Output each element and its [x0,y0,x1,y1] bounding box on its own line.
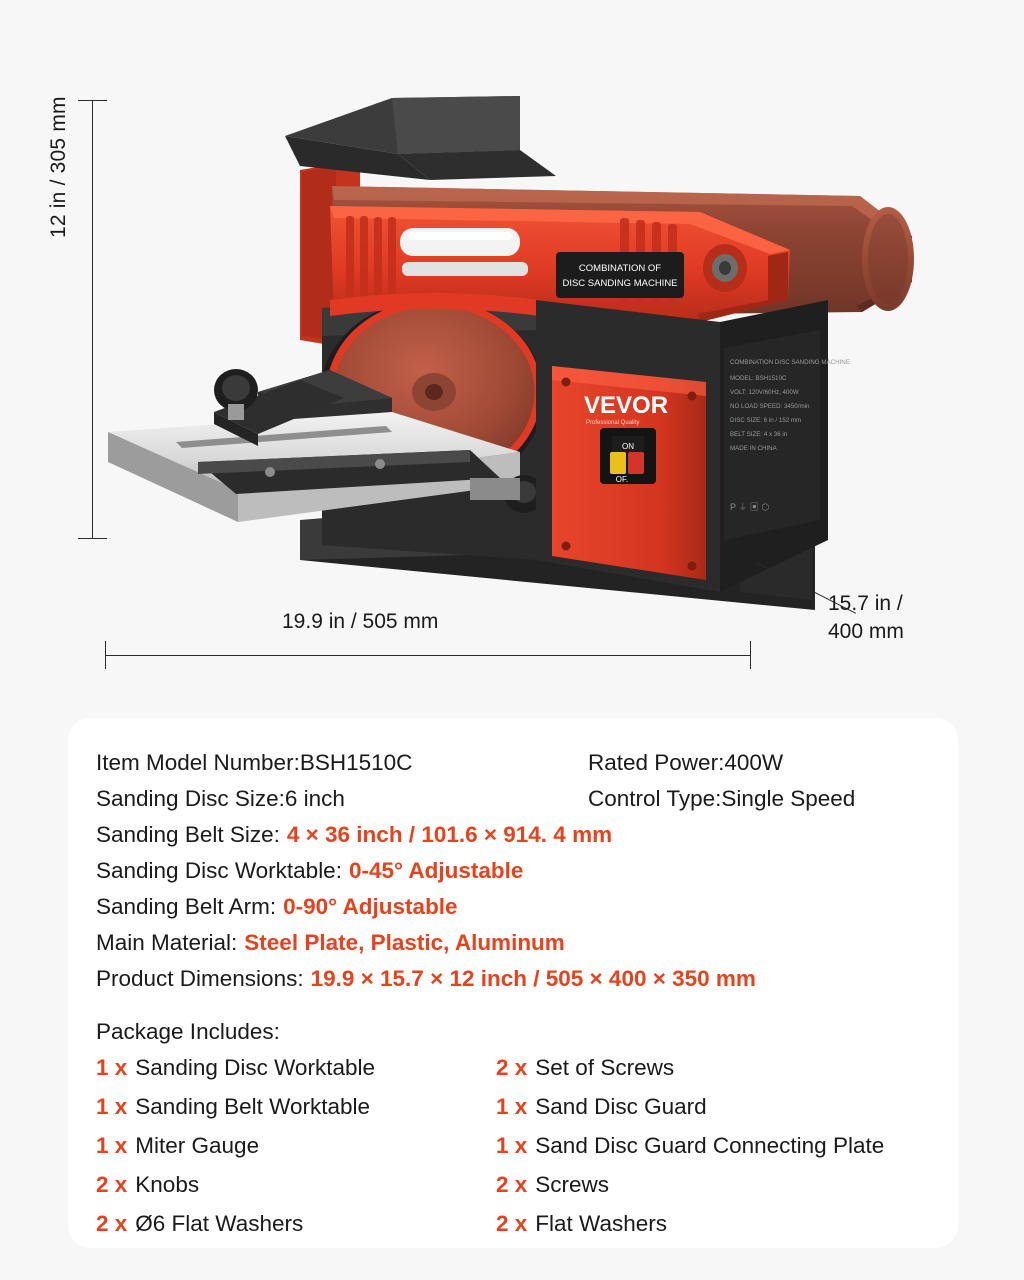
width-dimension-label: 19.9 in / 505 mm [282,610,439,633]
spec-value-main-material: Steel Plate, Plastic, Aluminum [244,930,565,955]
spec-value-belt-arm: 0-90° Adjustable [283,894,458,919]
spec-row-main-material [96,928,932,958]
package-item-name: Miter Gauge [135,1133,260,1158]
svg-text:MODEL: BSH1510C: MODEL: BSH1510C [730,375,787,382]
package-item-name: Ø6 Flat Washers [135,1211,304,1236]
svg-text:MADE IN CHINA: MADE IN CHINA [730,445,777,452]
spec-item-power [588,748,783,778]
switch-off-text: OF. [615,475,629,484]
svg-text:VOLT: 120V/60Hz, 400W: VOLT: 120V/60Hz, 400W [730,389,799,396]
svg-text:DISC SIZE: 6 in / 152 mm: DISC SIZE: 6 in / 152 mm [730,417,802,424]
spec-value-belt-size: 4 × 36 inch / 101.6 × 914. 4 mm [286,822,613,847]
spec-label-belt-size: Sanding Belt Size: [96,822,280,847]
svg-text:NO LOAD SPEED: 3450/min: NO LOAD SPEED: 3450/min [730,403,810,410]
rating-label [724,330,850,540]
switch-on-text: ON [622,442,634,451]
package-item [496,1050,932,1085]
spec-row-model-power [96,748,932,778]
package-item-qty: 2 x [96,1211,128,1236]
svg-text:BELT SIZE: 4 x 36 in: BELT SIZE: 4 x 36 in [730,431,788,438]
svg-text:P ⏚ ▣ ⬡: P ⏚ ▣ ⬡ [730,502,770,512]
spec-value-control-type: Single Speed [721,786,856,811]
spec-row-product-dimensions [96,964,932,994]
depth-dimension-label-line2: 400 mm [828,620,904,643]
package-item-qty: 1 x [96,1133,128,1158]
depth-dimension-label [828,590,904,646]
svg-text:COMBINATION DISC SANDING MACHI: COMBINATION DISC SANDING MACHINE [730,359,850,366]
package-item-name: Sanding Disc Worktable [135,1055,375,1080]
spec-label-control-type: Control Type: [588,786,722,811]
package-item-qty: 1 x [96,1094,128,1119]
width-dimension-cap-right [750,641,751,669]
spec-value-disc-worktable: 0-45° Adjustable [348,858,524,883]
package-item-name: Set of Screws [535,1055,675,1080]
motor-housing [536,300,850,592]
package-item-qty: 1 x [496,1094,528,1119]
spec-label-belt-arm: Sanding Belt Arm: [96,894,277,919]
spec-row-disc-worktable [96,856,932,886]
specification-list [96,748,932,1241]
spec-value-disc-size: 6 inch [284,786,345,811]
package-item-name: Screws [535,1172,610,1197]
spec-label-disc-size: Sanding Disc Size: [96,786,285,811]
package-item-qty: 2 x [96,1172,128,1197]
package-item-name: Sanding Belt Worktable [135,1094,371,1119]
package-item-qty: 1 x [496,1133,528,1158]
spec-item-model [96,748,588,778]
spec-label-disc-worktable: Sanding Disc Worktable: [96,858,342,883]
package-item [96,1206,496,1241]
package-item-name: Flat Washers [535,1211,667,1236]
spec-label-product-dimensions: Product Dimensions: [96,966,304,991]
spec-label-power: Rated Power: [588,750,725,775]
package-item-qty: 2 x [496,1172,528,1197]
height-dimension-cap-bottom [78,538,107,539]
spec-value-product-dimensions: 19.9 × 15.7 × 12 inch / 505 × 400 × 350 mm [310,966,756,991]
package-item-qty: 2 x [496,1211,528,1236]
plate-title-text: COMBINATION OF [578,263,662,274]
spec-item-disc-size [96,784,588,814]
spec-row-disc-control [96,784,932,814]
specification-card [68,718,958,1248]
spec-label-model: Item Model Number: [96,750,300,775]
plate-subtitle-text: DISC SANDING MACHINE [562,278,678,289]
package-item [496,1128,932,1163]
package-item [96,1089,496,1124]
spec-row-belt-size [96,820,932,850]
spec-label-main-material: Main Material: [96,930,238,955]
package-item-qty: 2 x [496,1055,528,1080]
dust-chute-guard [285,96,556,180]
height-dimension-line [92,100,93,538]
spec-value-model: BSH1510C [299,750,413,775]
vevor-tagline-text: Professional Quality [586,420,640,426]
width-dimension-line [105,655,750,656]
spec-value-power: 400W [724,750,784,775]
package-includes-grid [96,1050,932,1241]
height-dimension-label: 12 in / 305 mm [47,96,70,238]
package-item [96,1167,496,1202]
spec-row-belt-arm [96,892,932,922]
package-item [96,1128,496,1163]
package-item-name: Sand Disc Guard Connecting Plate [535,1133,885,1158]
package-item-qty: 1 x [96,1055,128,1080]
package-item-name: Knobs [135,1172,200,1197]
package-item [496,1167,932,1202]
package-item [496,1206,932,1241]
package-includes-title: Package Includes: [96,1019,280,1044]
vevor-logo-text: VEVOR [584,392,669,419]
depth-dimension-label-line1: 15.7 in / [828,592,903,615]
package-item [496,1089,932,1124]
spec-item-control-type [588,784,855,814]
package-item-name: Sand Disc Guard [535,1094,707,1119]
package-item [96,1050,496,1085]
